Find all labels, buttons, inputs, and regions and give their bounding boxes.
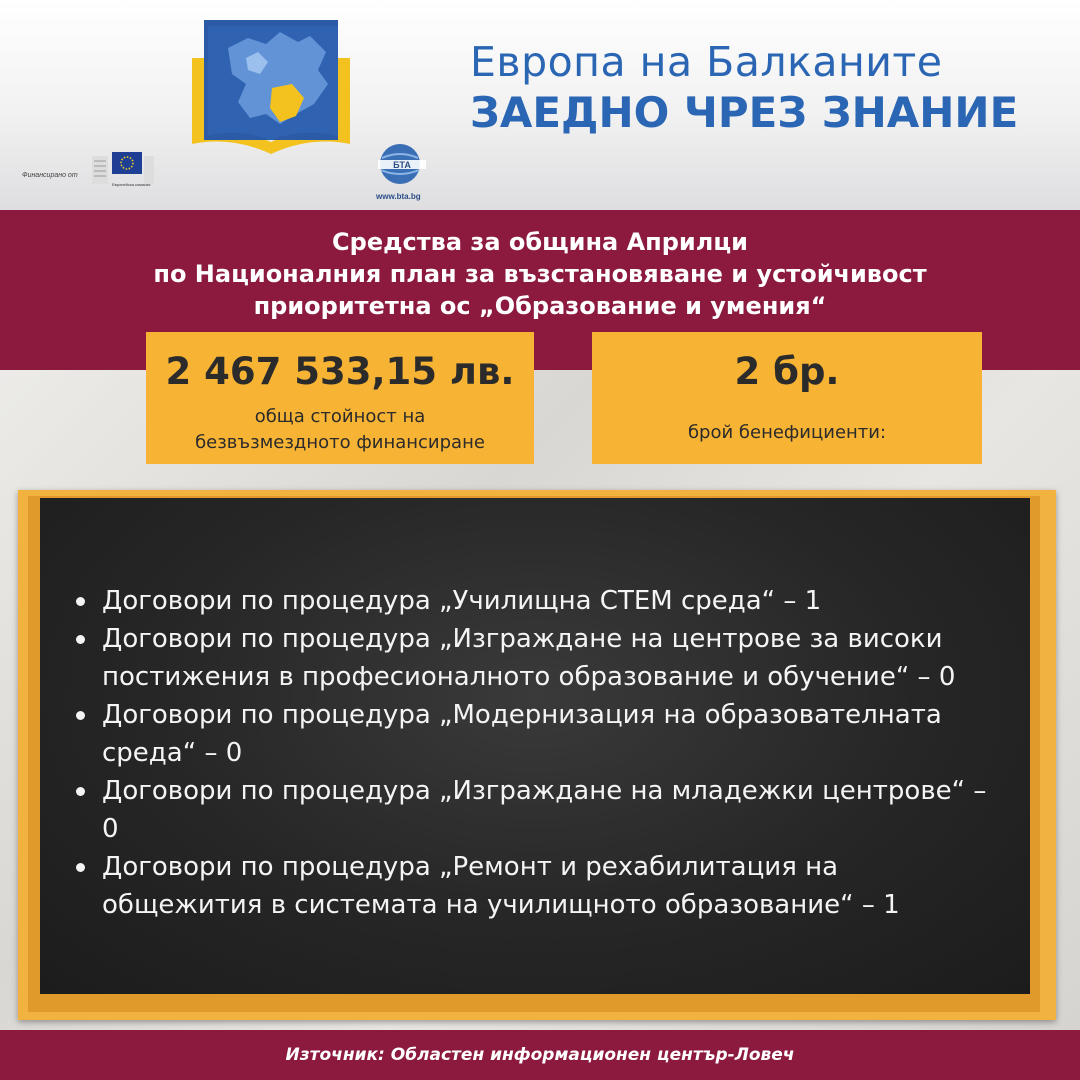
list-item bbox=[70, 772, 1010, 810]
total-funding-box bbox=[146, 332, 534, 464]
list-line: Договори по процедура „Училищна СТЕМ среда“ – 1 bbox=[102, 586, 822, 616]
headline-line-3: приоритетна ос „Образование и умения“ bbox=[253, 292, 827, 320]
list-item bbox=[70, 848, 1010, 886]
european-commission-logo bbox=[92, 148, 154, 196]
list-line: 0 bbox=[102, 814, 119, 844]
headline-line-2: по Националния план за възстановяване и устойчивост bbox=[153, 260, 927, 288]
list-item-continuation bbox=[70, 658, 1010, 696]
list-line: общежития в системата на училищното образование“ – 1 bbox=[102, 890, 900, 920]
beneficiaries-box bbox=[592, 332, 982, 464]
total-funding-value: 2 467 533,15 лв. bbox=[165, 350, 515, 393]
list-line: Договори по процедура „Изграждане на младежки центрове“ – bbox=[102, 776, 987, 806]
bullet-icon bbox=[76, 635, 85, 644]
list-line: Договори по процедура „Изграждане на центрове за високи bbox=[102, 624, 943, 654]
list-line: постижения в професионалното образование и обучение“ – 0 bbox=[102, 662, 956, 692]
list-item bbox=[70, 620, 1010, 658]
bullet-icon bbox=[76, 787, 85, 796]
total-funding-label-line-2: безвъзмездното финансиране bbox=[195, 432, 485, 453]
bullet-icon bbox=[76, 711, 85, 720]
headline bbox=[0, 226, 1080, 322]
beneficiaries-value: 2 бр. bbox=[734, 350, 840, 393]
list-line: среда“ – 0 bbox=[102, 738, 243, 768]
funded-by-label: Финансирано от bbox=[22, 172, 78, 179]
bta-logo-text: БТА bbox=[393, 160, 411, 170]
list-item-continuation bbox=[70, 810, 1010, 848]
beneficiaries-label: брой бенефициенти: bbox=[687, 422, 887, 443]
list-item-continuation bbox=[70, 734, 1010, 772]
contracts-list bbox=[70, 582, 1010, 924]
bta-globe-logo bbox=[376, 140, 432, 188]
bullet-icon bbox=[76, 863, 85, 872]
bullet-icon bbox=[76, 597, 85, 606]
source-note: Източник: Областен информационен център-Ловеч bbox=[285, 1045, 795, 1065]
title-line-2: ЗАЕДНО ЧРЕЗ ЗНАНИЕ bbox=[470, 88, 1019, 137]
title-line-1: Европа на Балканите bbox=[470, 38, 943, 86]
headline-line-1: Средства за община Априлци bbox=[332, 228, 748, 256]
list-item-continuation bbox=[70, 886, 1010, 924]
list-item bbox=[70, 582, 1010, 620]
eu-commission-label: Европейска комисия bbox=[112, 182, 151, 187]
list-item bbox=[70, 696, 1010, 734]
bta-url: www.bta.bg bbox=[376, 192, 421, 201]
list-line: Договори по процедура „Ремонт и рехабилитация на bbox=[102, 852, 839, 882]
europe-map-book-logo bbox=[188, 18, 354, 166]
total-funding-label-line-1: обща стойност на bbox=[254, 406, 426, 427]
list-line: Договори по процедура „Модернизация на образователната bbox=[102, 700, 942, 730]
